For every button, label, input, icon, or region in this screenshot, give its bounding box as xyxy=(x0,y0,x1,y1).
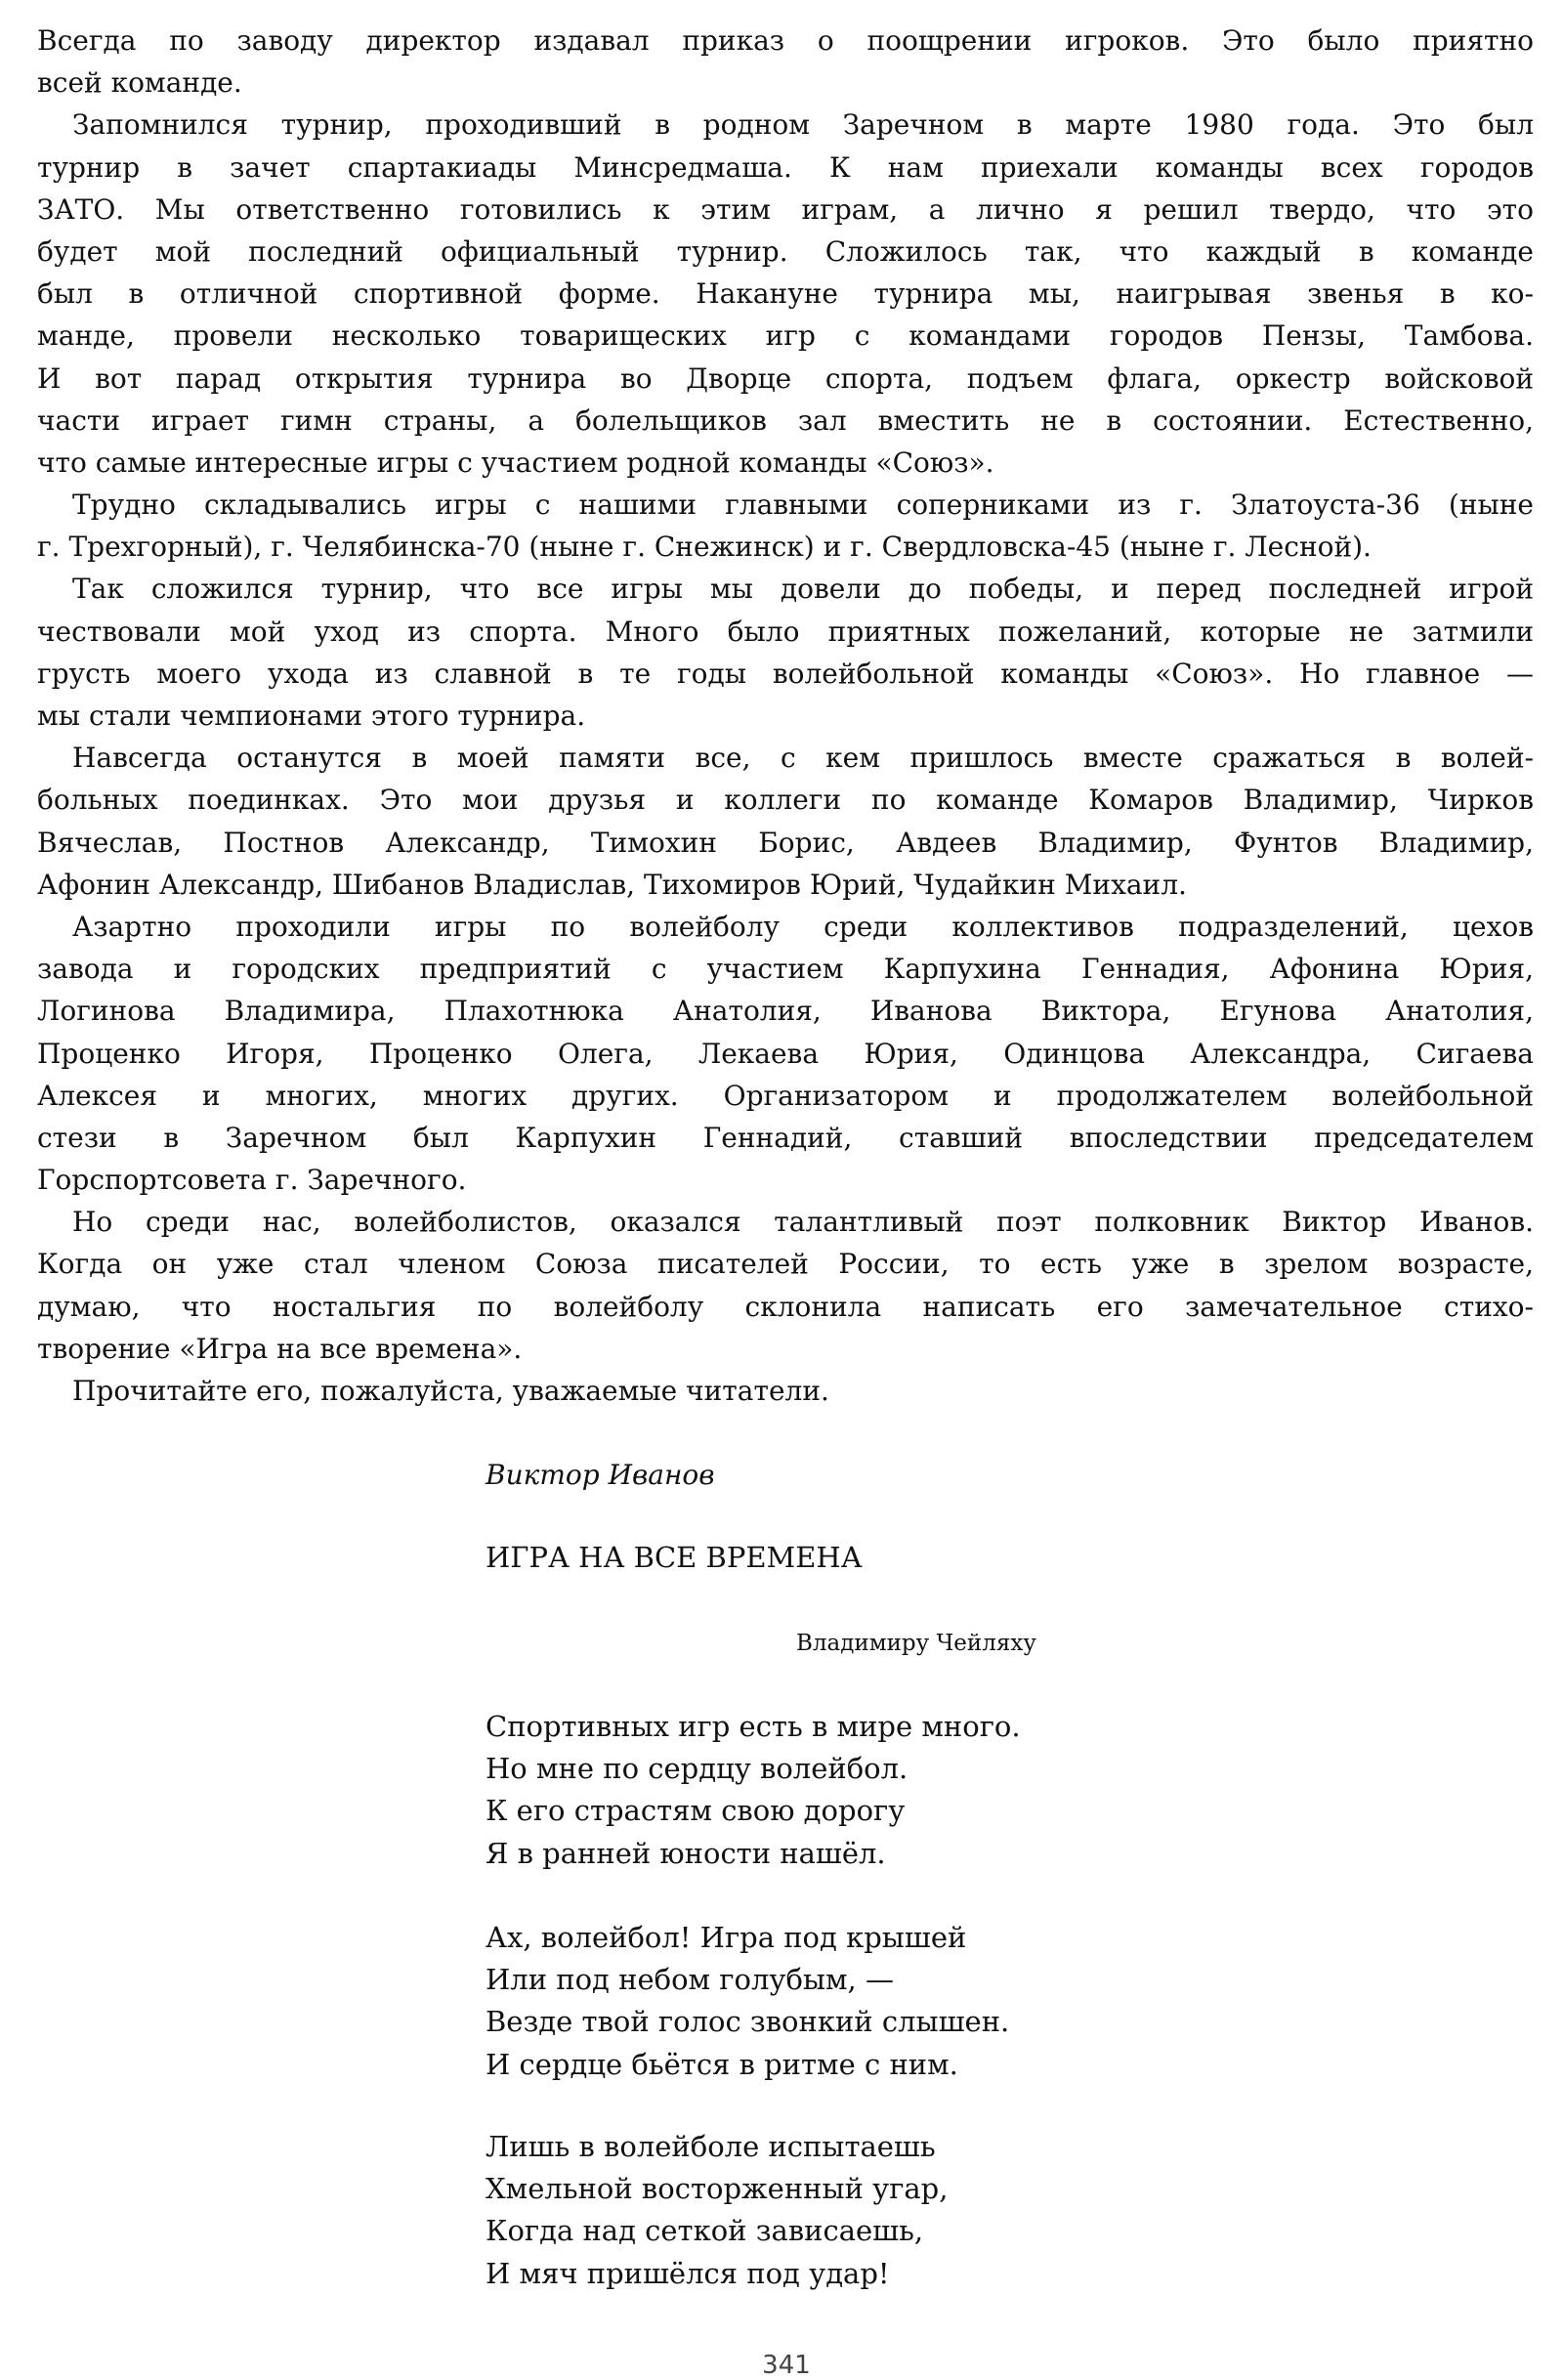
poem-stanza xyxy=(486,1917,1009,2086)
text-line: больных поединках. Это мои друзья и коллеги по команде Комаров Владимир, Чирков xyxy=(37,784,1534,817)
text-line: Так сложился турнир, что все игры мы довели до победы, и перед последней игрой xyxy=(72,573,1534,606)
text-line: И вот парад открытия турнира во Дворце спорта, подъем флага, оркестр войсковой xyxy=(37,361,1534,395)
paragraph xyxy=(37,104,1534,484)
paragraph xyxy=(37,906,1534,1201)
paragraph xyxy=(37,1201,1534,1370)
text-line: Трудно складывались игры с нашими главными соперниками из г. Златоуста-36 (ныне xyxy=(72,489,1534,522)
text-line: мы стали чемпионами этого турнира. xyxy=(37,700,586,732)
article-body xyxy=(37,20,1534,1412)
text-line: был в отличной спортивной форме. Накануне турнира мы, наигрывая звенья в ко- xyxy=(37,277,1534,311)
poem-line: К его страстям свою дорогу xyxy=(486,1794,906,1828)
paragraph xyxy=(37,568,1534,737)
text-line: Алексея и многих, многих других. Организатором и продолжателем волейбольной xyxy=(37,1079,1534,1112)
text-line: будет мой последний официальный турнир. Сложилось так, что каждый в команде xyxy=(37,234,1534,268)
poem-stanza xyxy=(486,2126,948,2295)
text-line: завода и городских предприятий с участием Карпухина Геннадия, Афонина Юрия, xyxy=(37,953,1534,986)
poem-line: Везде твой голос звонкий слышен. xyxy=(486,2005,1010,2039)
text-line: Горспортсовета г. Заречного. xyxy=(37,1164,467,1197)
poem-line: Лишь в волейболе испытаешь xyxy=(486,2130,936,2163)
paragraph xyxy=(37,484,1534,568)
text-line: чествовали мой уход из спорта. Много было приятных пожеланий, которые не затмили xyxy=(37,615,1534,648)
text-line: всей команде. xyxy=(37,66,242,100)
poem-line: Хмельной восторженный угар, xyxy=(486,2172,949,2206)
text-line: Но среди нас, волейболистов, оказался талантливый поэт полковник Виктор Иванов. xyxy=(72,1206,1534,1239)
text-line: Всегда по заводу директор издавал приказ о поощрении игроков. Это было приятно xyxy=(37,24,1534,57)
poem-title: ИГРА НА ВСЕ ВРЕМЕНА xyxy=(486,1541,863,1574)
text-line: Запомнился турнир, проходивший в родном Заречном в марте 1980 года. Это был xyxy=(72,108,1534,142)
paragraph xyxy=(37,1370,1534,1412)
poem-line: Спортивных игр есть в мире много. xyxy=(486,1710,1021,1743)
text-line: Логинова Владимира, Плахотнюка Анатолия, Иванова Виктора, Егунова Анатолия, xyxy=(37,995,1534,1028)
poem-line: Или под небом голубым, — xyxy=(486,1963,894,1997)
text-line: Навсегда останутся в моей памяти все, с кем пришлось вместе сражаться в волей- xyxy=(72,742,1534,775)
text-line: Вячеслав, Постнов Александр, Тимохин Борис, Авдеев Владимир, Фунтов Владимир, xyxy=(37,826,1534,859)
poem-line: Но мне по сердцу волейбол. xyxy=(486,1752,908,1786)
text-line: г. Трехгорный), г. Челябинска-70 (ныне г. Снежинск) и г. Свердловска-45 (ныне г. Лесной). xyxy=(37,531,1372,564)
paragraph xyxy=(37,20,1534,104)
text-line: Проценко Игоря, Проценко Олега, Лекаева Юрия, Одинцова Александра, Сигаева xyxy=(37,1037,1534,1070)
text-line: что самые интересные игры с участием родной команды «Союз». xyxy=(37,446,994,479)
text-line: Прочитайте его, пожалуйста, уважаемые читатели. xyxy=(72,1375,829,1407)
poem-author: Виктор Иванов xyxy=(486,1459,715,1491)
text-line: ЗАТО. Мы ответственно готовились к этим играм, а лично я решил твердо, что это xyxy=(37,192,1534,226)
text-line: Когда он уже стал членом Союза писателей России, то есть уже в зрелом возрасте, xyxy=(37,1248,1534,1281)
poem-line: Ах, волейбол! Игра под крышей xyxy=(486,1921,967,1954)
text-line: думаю, что ностальгия по волейболу склонила написать его замечательное стихо- xyxy=(37,1290,1534,1323)
text-line: стези в Заречном был Карпухин Геннадий, ставший впоследствии председателем xyxy=(37,1121,1534,1154)
poem-dedication: Владимиру Чейляху xyxy=(796,1631,1036,1656)
poem-line: Я в ранней юности нашёл. xyxy=(486,1836,886,1870)
text-line: грусть моего ухода из славной в те годы волейбольной команды «Союз». Но главное — xyxy=(37,657,1534,690)
text-line: творение «Игра на все времена». xyxy=(37,1332,523,1365)
poem-line: И мяч пришёлся под удар! xyxy=(486,2256,890,2290)
page-number: 341 xyxy=(762,2351,811,2380)
poem-line: Когда над сеткой зависаешь, xyxy=(486,2214,924,2248)
poem-line: И сердце бьётся в ритме с ним. xyxy=(486,2047,958,2081)
text-line: Азартно проходили игры по волейболу среди коллективов подразделений, цехов xyxy=(72,910,1534,943)
text-line: манде, провели несколько товарищеских игр с командами городов Пензы, Тамбова. xyxy=(37,319,1534,353)
text-line: турнир в зачет спартакиады Минсредмаша. К нам приехали команды всех городов xyxy=(37,150,1534,184)
text-line: Афонин Александр, Шибанов Владислав, Тихомиров Юрий, Чудайкин Михаил. xyxy=(37,868,1187,901)
poem xyxy=(486,1454,1365,2290)
text-line: части играет гимн страны, а болельщиков зал вместить не в состоянии. Естественно, xyxy=(37,404,1534,437)
paragraph xyxy=(37,737,1534,906)
poem-stanza xyxy=(486,1706,1021,1875)
